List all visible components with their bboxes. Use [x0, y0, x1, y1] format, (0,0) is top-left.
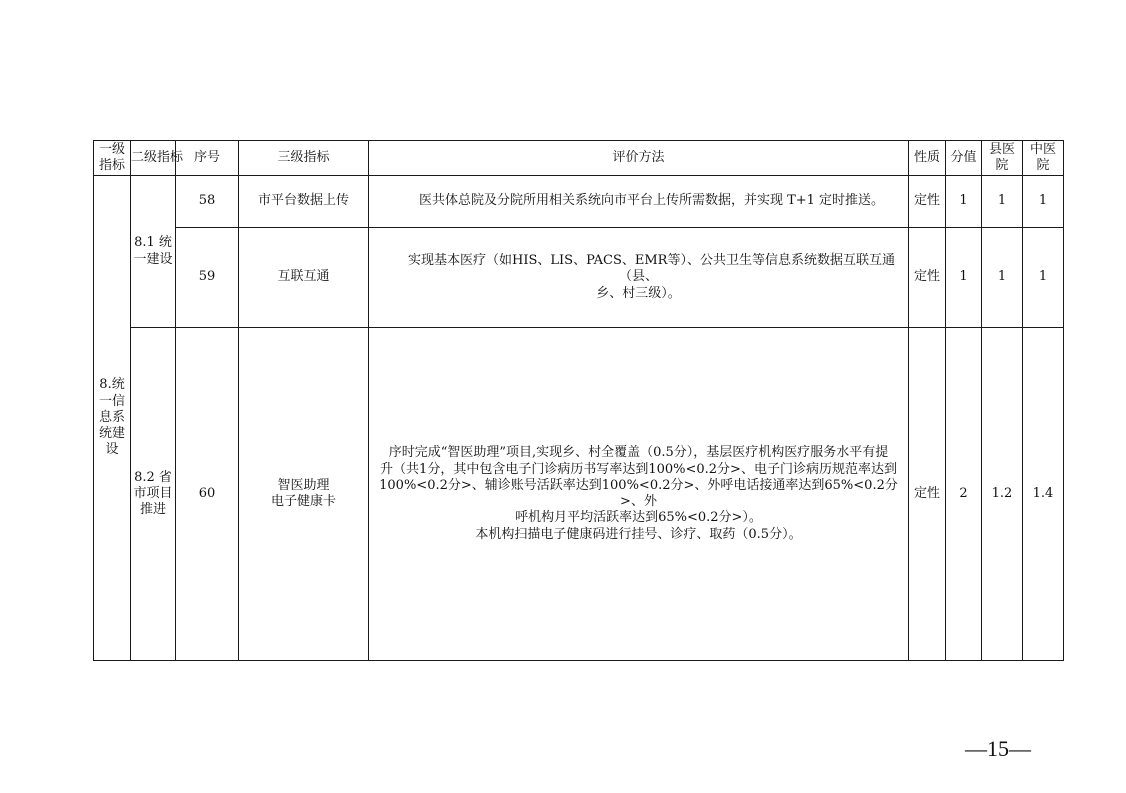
group-cell-8-1 — [131, 176, 176, 328]
seq-cell: 58 — [176, 176, 239, 228]
method-line: 升（共1分，其中包含电子门诊病历书写率达到100%<0.2分>、电子门诊病历规范率达到 — [380, 461, 897, 477]
tcm-cell: 1 — [1023, 176, 1064, 228]
indicator-line: 智医助理 — [277, 477, 330, 493]
county-cell: 1.2 — [982, 328, 1023, 661]
indicator-cell: 市平台数据上传 — [239, 176, 369, 228]
header-nature: 性质 — [909, 141, 946, 176]
nature-cell: 定性 — [909, 328, 946, 661]
header-level2: 二级指标 — [131, 141, 176, 176]
indicator-line: 电子健康卡 — [270, 494, 336, 509]
page-number: —15— — [965, 736, 1031, 761]
table-row — [94, 328, 1064, 661]
evaluation-table — [93, 140, 1064, 661]
method-cell — [369, 228, 909, 328]
group-label: 8.2 省市项目推进 — [133, 469, 173, 518]
level1-label: 8.统一信息系统建设 — [99, 377, 126, 458]
tcm-cell: 1.4 — [1023, 328, 1064, 661]
header-level3: 三级指标 — [239, 141, 369, 176]
method-line: 乡、村三级）。 — [596, 285, 681, 301]
group-cell-8-2 — [131, 328, 176, 661]
group-label: 8.1 统一建设 — [133, 235, 173, 267]
header-tcm: 中医院 — [1023, 141, 1064, 176]
method-cell — [369, 176, 909, 228]
method-cell — [369, 328, 909, 661]
table-header-row — [94, 141, 1064, 176]
seq-cell: 60 — [176, 328, 239, 661]
nature-cell: 定性 — [909, 228, 946, 328]
method-line: 医共体总院及分院所用相关系统向市平台上传所需数据，并实现 T+1 定时推送。 — [418, 193, 885, 209]
header-county: 县医院 — [982, 141, 1023, 176]
table-row — [94, 176, 1064, 228]
score-cell: 2 — [946, 328, 982, 661]
level1-cell — [94, 176, 131, 661]
method-line: 实现基本医疗（如HIS、LIS、PACS、EMR等）、公共卫生等信息系统数据互联互通（县、 — [408, 253, 895, 285]
county-cell: 1 — [982, 176, 1023, 228]
county-cell: 1 — [982, 228, 1023, 328]
header-score: 分值 — [946, 141, 982, 176]
method-line: 100%<0.2分>、辅诊账号活跃率达到100%<0.2分>、外呼电话接通率达到65%<0.2分>、外 — [379, 477, 898, 509]
tcm-cell: 1 — [1023, 228, 1064, 328]
indicator-cell: 互联互通 — [239, 228, 369, 328]
method-line: 本机构扫描电子健康码进行挂号、诊疗、取药（0.5分）。 — [475, 526, 802, 542]
table-row — [94, 228, 1064, 328]
method-line: 呼机构月平均活跃率达到65%<0.2分>）。 — [515, 510, 762, 526]
method-line: 序时完成“智医助理”项目,实现乡、村全覆盖（0.5分），基层医疗机构医疗服务水平有提 — [388, 445, 889, 461]
score-cell: 1 — [946, 228, 982, 328]
seq-cell: 59 — [176, 228, 239, 328]
header-method: 评价方法 — [369, 141, 909, 176]
header-level1: 一级指标 — [94, 141, 131, 176]
indicator-cell — [239, 328, 369, 661]
nature-cell: 定性 — [909, 176, 946, 228]
header-seq: 序号 — [176, 141, 239, 176]
score-cell: 1 — [946, 176, 982, 228]
evaluation-table-page — [93, 140, 1063, 660]
